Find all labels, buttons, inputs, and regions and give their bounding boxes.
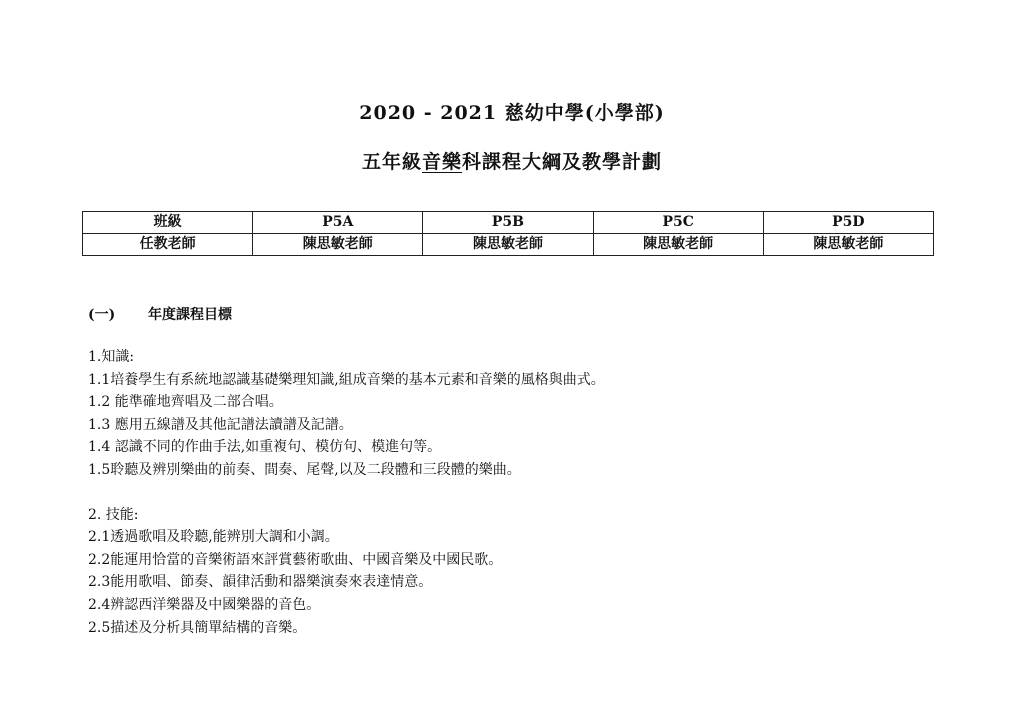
table-row-teacher	[83, 234, 934, 256]
objectives-content	[88, 346, 948, 639]
list-item: 1.5聆聽及辨別樂曲的前奏、間奏、尾聲,以及二段體和三段體的樂曲。	[88, 461, 521, 478]
list-item: 1.3 應用五線譜及其他記譜法讀譜及記譜。	[88, 416, 353, 433]
subtitle-prefix: 五年級	[361, 151, 422, 173]
list-item: 2.2能運用恰當的音樂術語來評賞藝術歌曲、中國音樂及中國民歌。	[88, 551, 503, 568]
table-cell: 班級	[83, 212, 253, 234]
subtitle-subject: 音樂	[421, 151, 462, 173]
document-subtitle	[0, 147, 1024, 174]
table-cell: 陳思敏老師	[253, 234, 423, 256]
knowledge-heading: 1.知識:	[88, 349, 135, 365]
table-cell: 任教老師	[83, 234, 253, 256]
table-cell: P5C	[593, 212, 763, 234]
list-item: 2.3能用歌唱、節奏、韻律活動和器樂演奏來表達情意。	[88, 574, 433, 591]
list-item: 2.5描述及分析具簡單結構的音樂。	[88, 619, 307, 636]
table-cell: P5A	[253, 212, 423, 234]
table-cell: 陳思敏老師	[763, 234, 933, 256]
skills-heading: 2. 技能:	[88, 506, 139, 523]
list-item: 2.1透過歌唱及聆聽,能辨別大調和小調。	[88, 529, 339, 546]
table-cell: 陳思敏老師	[593, 234, 763, 256]
section-heading	[88, 304, 232, 324]
table-cell: P5D	[763, 212, 933, 234]
spacer	[88, 482, 948, 504]
subtitle-suffix: 科課程大綱及教學計劃	[462, 151, 663, 173]
section-number: (一)	[88, 307, 116, 323]
list-item: 1.2 能準確地齊唱及二部合唱。	[88, 394, 283, 411]
section-title: 年度課程目標	[148, 307, 232, 323]
class-teacher-table	[82, 211, 934, 256]
list-item: 1.4 認識不同的作曲手法,如重複句、模仿句、模進句等。	[88, 439, 442, 456]
table-cell: P5B	[423, 212, 593, 234]
table-cell: 陳思敏老師	[423, 234, 593, 256]
table-row-class	[83, 212, 934, 234]
document-title: 2020 - 2021 慈幼中學(小學部)	[359, 102, 665, 124]
list-item: 2.4辨認西洋樂器及中國樂器的音色。	[88, 596, 321, 613]
list-item: 1.1培養學生有系統地認識基礎樂理知識,組成音樂的基本元素和音樂的風格與曲式。	[88, 371, 605, 388]
